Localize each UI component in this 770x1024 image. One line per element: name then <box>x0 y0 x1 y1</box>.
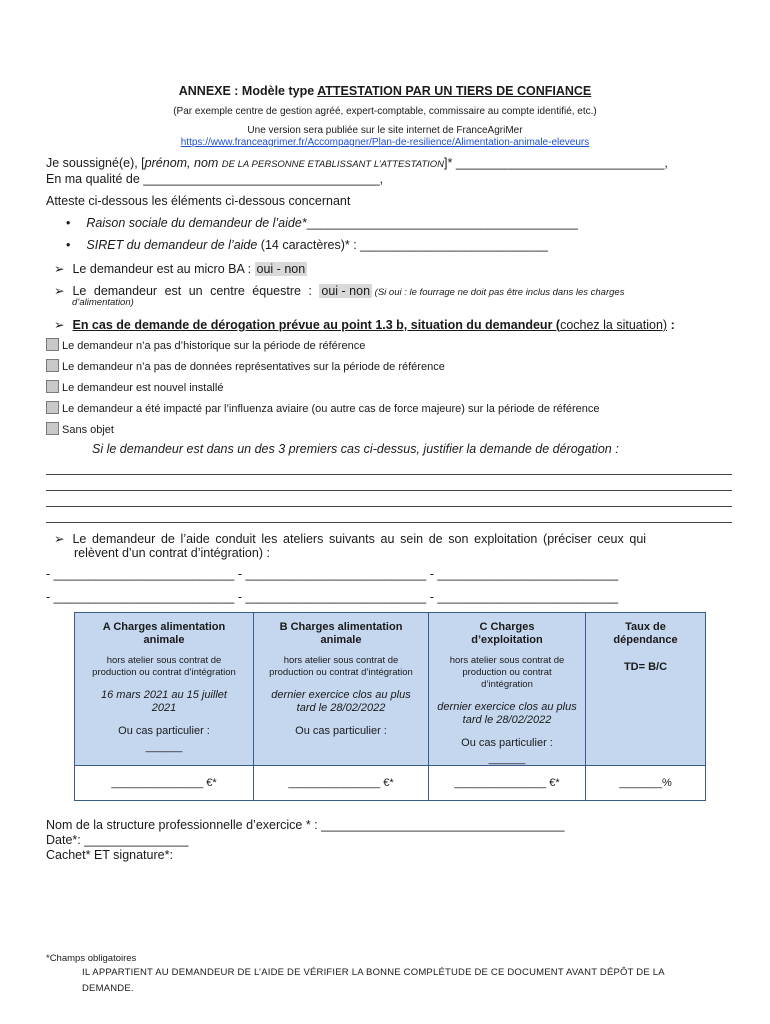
checkbox-no-history[interactable] <box>46 338 59 351</box>
ateliers-line-2: relèvent d’un contrat d’intégration) : <box>74 546 270 560</box>
checkbox-row-sans-objet[interactable]: Sans objet <box>46 422 114 436</box>
checkbox-new-installed[interactable] <box>46 380 59 393</box>
micro-ba-choice[interactable]: oui - non <box>256 262 306 276</box>
checkbox-influenza[interactable] <box>46 401 59 414</box>
checkbox-row-new-installed[interactable]: Le demandeur est nouvel installé <box>46 380 223 394</box>
col-c-value[interactable]: _______________ €* <box>429 766 586 801</box>
checkbox-sans-objet[interactable] <box>46 422 59 435</box>
charges-table <box>74 612 706 801</box>
title-prefix: ANNEXE : Modèle type <box>178 84 318 98</box>
justify-line-2[interactable] <box>46 490 732 491</box>
col-a-value[interactable]: _______________ €* <box>75 766 254 801</box>
publish-note: Une version sera publiée sur le site internet de FranceAgriMer <box>247 125 523 136</box>
col-b-header: B Charges alimentation animale hors atelier sous contrat de production ou contrat d’intégration dernier exercice clos au plus tard le 28/02/2022 Ou cas particulier : <box>254 613 429 766</box>
justify-line-3[interactable] <box>46 506 732 507</box>
checkbox-row-no-data[interactable]: Le demandeur n’a pas de données représentatives sur la période de référence <box>46 359 445 373</box>
bullet-raison-sociale: • Raison sociale du demandeur de l’aide*_______________________________________ <box>66 216 578 230</box>
ateliers-row-1[interactable]: - __________________________ - __________________________ - __________________________ <box>46 567 619 581</box>
ateliers-row-2[interactable]: - __________________________ - __________________________ - __________________________ <box>46 590 619 604</box>
cachet-signature: Cachet* ET signature*: <box>46 848 173 862</box>
mandatory-note: *Champs obligatoires <box>46 953 137 964</box>
subtitle: (Par exemple centre de gestion agréé, expert-comptable, commissaire au compte identifié, etc.) <box>173 106 597 117</box>
col-b-value[interactable]: _______________ €* <box>254 766 429 801</box>
bullet-siret: • SIRET du demandeur de l’aide (14 caractères)* : ___________________________ <box>66 238 548 252</box>
col-a-header: A Charges alimentation animale hors atelier sous contrat de production ou contrat d’intégration 16 mars 2021 au 15 juillet 2021 Ou cas particulier : ______ <box>75 613 254 766</box>
col-c-header: C Charges d’exploitation hors atelier sous contrat de production ou contrat d’intégration dernier exercice clos au plus tard le 28/02/2022 Ou cas particulier : ______ <box>429 613 586 766</box>
equestre-choice[interactable]: oui - non <box>321 284 371 298</box>
warning-line-2: DEMANDE. <box>82 983 134 994</box>
document-title <box>0 84 770 98</box>
micro-ba-line: ➢ Le demandeur est au micro BA : oui - non <box>54 262 306 276</box>
identity-line-2: En ma qualité de __________________________________, <box>46 172 384 186</box>
derogation-heading: ➢ En cas de demande de dérogation prévue au point 1.3 b, situation du demandeur (cochez la situation) : <box>54 318 675 332</box>
equestre-note-2: d’alimentation) <box>72 297 134 308</box>
checkbox-row-influenza[interactable]: Le demandeur a été impacté par l’influenza aviaire (ou autre cas de force majeure) sur la période de référence <box>46 401 599 415</box>
equestre-line: ➢ Le demandeur est un centre équestre : oui - non (Si oui : le fourrage ne doit pas être inclus dans les charges <box>54 284 625 298</box>
ateliers-line-1: ➢ Le demandeur de l’aide conduit les ateliers suivants au sein de son exploitation (préciser ceux qui <box>54 532 647 546</box>
checkbox-row-no-history[interactable]: Le demandeur n’a pas d’historique sur la période de référence <box>46 338 365 352</box>
structure-name[interactable]: Nom de la structure professionnelle d’exercice * : ___________________________________ <box>46 818 565 832</box>
identity-line-1: Je soussigné(e), [prénom, nom DE LA PERSONNE ETABLISSANT L’ATTESTATION]* ______________________________, <box>46 156 668 170</box>
date-field[interactable]: Date*: _______________ <box>46 833 189 847</box>
warning-line-1: IL APPARTIENT AU DEMANDEUR DE L’AIDE DE VÉRIFIER LA BONNE COMPLÉTUDE DE CE DOCUMENT AVANT DÉPÔT DE LA <box>82 967 665 978</box>
title-underlined: ATTESTATION PAR UN TIERS DE CONFIANCE <box>317 84 592 98</box>
attest-intro: Atteste ci-dessous les éléments ci-dessous concernant <box>46 194 351 208</box>
franceagrimer-link[interactable]: https://www.franceagrimer.fr/Accompagner/Plan-de-resilience/Alimentation-animale-eleveurs <box>180 137 590 148</box>
justify-instruction: Si le demandeur est dans un des 3 premiers cas ci-dessus, justifier la demande de dérogation : <box>92 442 619 456</box>
col-d-header: Taux de dépendance TD= B/C <box>586 613 706 766</box>
checkbox-no-data[interactable] <box>46 359 59 372</box>
col-d-value[interactable]: _______% <box>586 766 706 801</box>
franceagrimer-link-wrap <box>0 137 770 148</box>
justify-line-4[interactable] <box>46 522 732 523</box>
justify-line-1[interactable] <box>46 474 732 475</box>
